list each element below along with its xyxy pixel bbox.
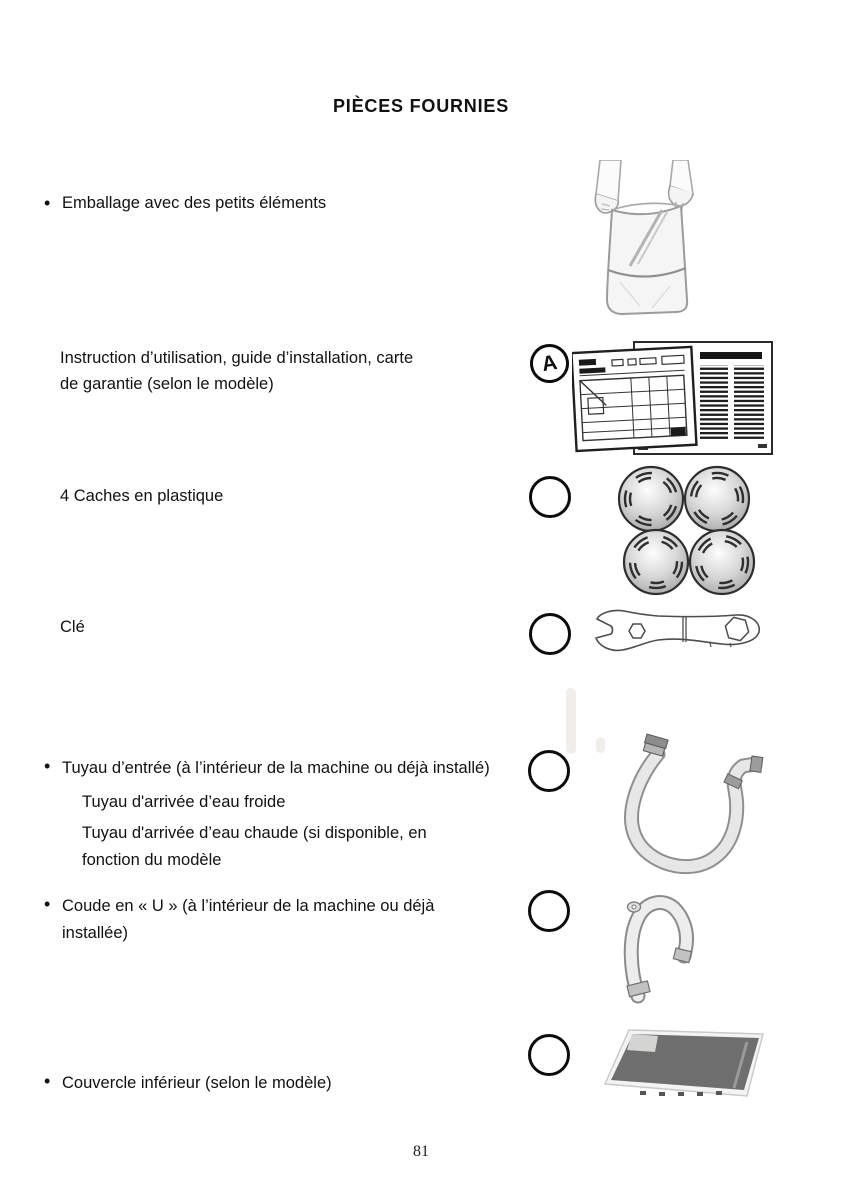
bullet-packaging: • bbox=[44, 193, 51, 213]
plastic-bag-icon bbox=[580, 160, 715, 328]
u-bend-icon bbox=[600, 878, 720, 1008]
bullet-bottom-cover: • bbox=[44, 1071, 51, 1091]
cap-3 bbox=[622, 528, 690, 596]
wrench-check-circle bbox=[529, 613, 571, 655]
u-bend-check-circle bbox=[528, 890, 570, 932]
item-bottom-cover-label: Couvercle inférieur (selon le modèle) bbox=[62, 1074, 332, 1092]
scan-artifact bbox=[596, 737, 605, 753]
panel-notch bbox=[627, 1034, 658, 1052]
item-u-bend-label: Coude en « U » (à l’intérieur de la machine ou déjà installée) bbox=[62, 897, 435, 942]
cap-1 bbox=[619, 467, 683, 531]
bottom-cover-check-circle bbox=[528, 1034, 570, 1076]
item-instructions-label: Instruction d’utilisation, guide d’installation, carte de garantie (selon le modèle) bbox=[60, 349, 414, 393]
item-inlet-hose-sub1: Tuyau d'arrivée d’eau froide bbox=[82, 793, 286, 811]
plastic-caps-icon bbox=[615, 462, 760, 600]
item-caps-label: 4 Caches en plastique bbox=[60, 487, 224, 505]
page-title: PIÈCES FOURNIES bbox=[332, 96, 510, 116]
item-inlet-hose-sub2: Tuyau d'arrivée d’eau chaude (si disponible, en fonction du modèle bbox=[82, 824, 427, 869]
u-bend-illustration bbox=[600, 878, 720, 1008]
bullet-inlet-hose: • bbox=[44, 756, 51, 776]
cap-4 bbox=[690, 530, 754, 594]
wrench-illustration bbox=[590, 601, 770, 663]
water-hose-icon bbox=[612, 732, 777, 884]
marker-a-badge: A bbox=[527, 341, 572, 386]
wrench-icon bbox=[590, 601, 770, 663]
cover-panel-icon bbox=[595, 1018, 770, 1110]
cap-2 bbox=[680, 462, 753, 535]
packaging-bag-illustration bbox=[580, 160, 715, 328]
page-number: 81 bbox=[413, 1143, 429, 1160]
item-packaging-label: Emballage avec des petits éléments bbox=[62, 194, 327, 212]
bullet-u-bend: • bbox=[44, 894, 51, 914]
manual-sheets-icon bbox=[572, 340, 774, 458]
caps-check-circle bbox=[529, 476, 571, 518]
bottom-cover-illustration bbox=[595, 1018, 770, 1110]
instructions-documents-illustration bbox=[572, 340, 774, 458]
inlet-hose-illustration bbox=[612, 732, 777, 884]
inlet-hose-check-circle bbox=[528, 750, 570, 792]
hose-end-fitting bbox=[750, 756, 763, 772]
item-wrench-label: Clé bbox=[60, 618, 85, 636]
caps-illustration bbox=[615, 462, 760, 600]
scan-artifact bbox=[566, 688, 576, 754]
item-inlet-hose-label: Tuyau d’entrée (à l’intérieur de la machine ou déjà installé) bbox=[62, 759, 490, 777]
